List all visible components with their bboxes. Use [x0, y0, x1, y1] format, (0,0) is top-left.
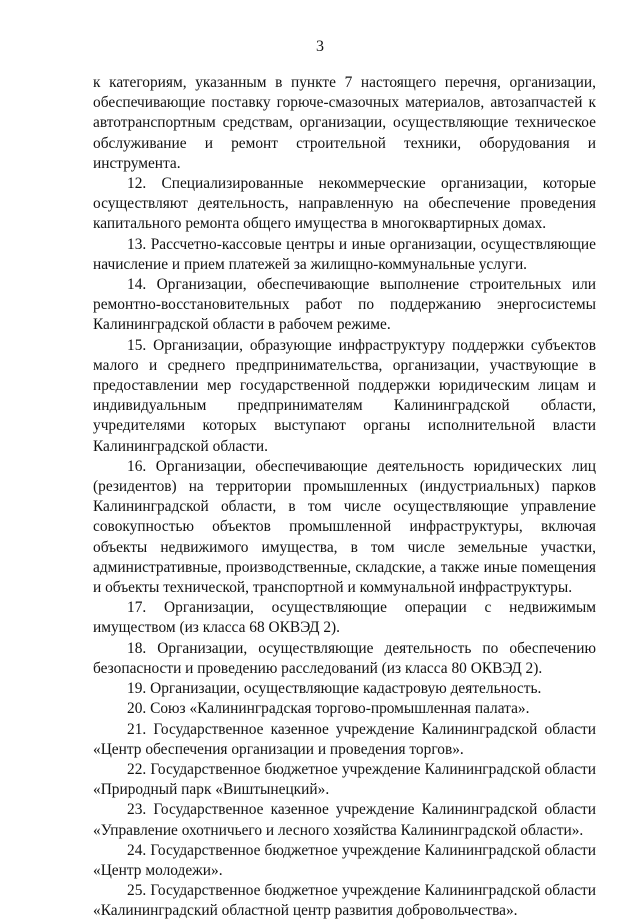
paragraph-20: 20. Союз «Калининградская торгово-промышленная палата». [127, 700, 530, 718]
paragraph-22: 22. Государственное бюджетное учреждение Калининградской области «Природный парк «Виштынецкий». [93, 760, 596, 799]
paragraph-25: 25. Государственное бюджетное учреждение Калининградской области «Калининградский областной центр развития добровольчества». [93, 882, 596, 920]
paragraph-16: 16. Организации, обеспечивающие деятельность юридических лиц (резидентов) на территории промышленных (индустриальных) парков Калининградской области, в том числе осуществляющие управление совокупностью объектов промышленной инфраструктуры, включая объекты недвижимого имущества, в том числе земельные участки, административные, производственные, складские, а также иные помещения и объекты технической, транспортной и коммунальной инфраструктуры. [93, 457, 596, 597]
paragraph-21: 21. Государственное казенное учреждение Калининградской области «Центр обеспечения организации и проведения торгов». [93, 720, 596, 758]
paragraph-14: 14. Организации, обеспечивающие выполнение строительных или ремонтно-восстановительных работ по поддержанию энергосистемы Калининградской области в рабочем режиме. [93, 276, 596, 334]
page-number: 3 [316, 38, 324, 55]
paragraph-15: 15. Организации, образующие инфраструктуру поддержки субъектов малого и среднего предпринимательства, организации, участвующие в предоставлении мер государственной поддержки юридическим лицам и индивидуальным предпринимателям Калининградской области, учредителями которых выступают органы исполнительной власти Калининградской области. [93, 336, 596, 455]
paragraph-18: 18. Организации, осуществляющие деятельность по обеспечению безопасности и проведению расследований (из класса 80 ОКВЭД 2). [93, 639, 596, 677]
paragraph-17: 17. Организации, осуществляющие операции с недвижимым имуществом (из класса 68 ОКВЭД 2). [93, 599, 596, 637]
paragraph-11-continuation: к категориям, указанным в пункте 7 настоящего перечня, организации, обеспечивающие поставку горюче-смазочных материалов, автозапчастей к автотранспортным средствам, организации, осуществляющие техническое обслуживание и ремонт строительной техники, оборудования и инструмента. [93, 74, 596, 172]
paragraph-23: 23. Государственное казенное учреждение Калининградской области «Управление охотничьего и лесного хозяйства Калининградской области». [93, 801, 596, 839]
paragraph-12: 12. Специализированные некоммерческие организации, которые осуществляют деятельность, направленную на обеспечение проведения капитального ремонта общего имущества в многоквартирных домах. [93, 175, 596, 233]
paragraph-24: 24. Государственное бюджетное учреждение Калининградской области «Центр молодежи». [93, 841, 596, 879]
document-body [93, 73, 596, 922]
paragraph-19: 19. Организации, осуществляющие кадастровую деятельность. [127, 680, 542, 698]
paragraph-13: 13. Рассчетно-кассовые центры и иные организации, осуществляющие начисление и прием платежей за жилищно-коммунальные услуги. [93, 235, 596, 273]
